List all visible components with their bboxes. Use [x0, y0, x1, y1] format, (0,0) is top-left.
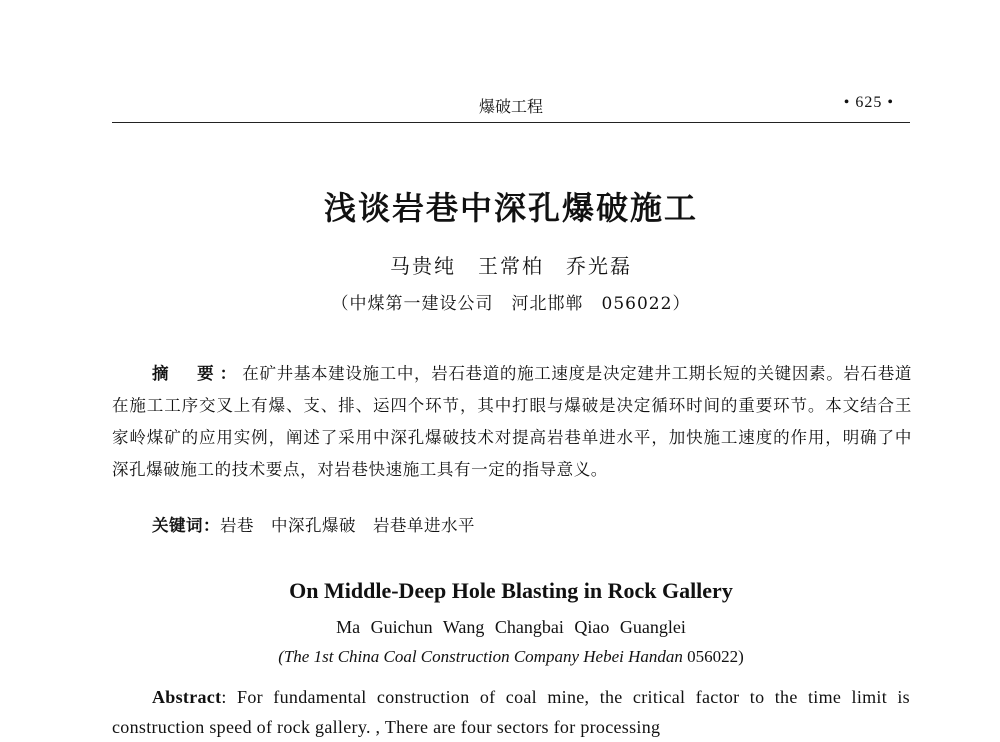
running-header	[112, 92, 910, 116]
affiliation-en	[112, 647, 910, 667]
journal-name: 爆破工程	[478, 97, 543, 116]
abstract-en-label: Abstract	[152, 687, 222, 707]
authors-cn: 马贵纯 王常柏 乔光磊	[390, 254, 632, 278]
header-rule	[112, 122, 910, 123]
affiliation-en-text: (The 1st China Coal Construction Company Hebei Handan	[278, 647, 683, 666]
affiliation-cn: （中煤第一建设公司 河北邯郸 056022）	[331, 294, 691, 314]
keywords-cn-label: 关键词：	[152, 516, 220, 535]
article-title-cn: 浅谈岩巷中深孔爆破施工	[323, 189, 698, 227]
keywords-cn	[152, 512, 912, 536]
page-number: • 625 •	[843, 94, 894, 111]
abstract-cn-label: 摘 要：	[152, 364, 243, 383]
abstract-en	[112, 682, 910, 742]
authors-en: Ma Guichun Wang Changbai Qiao Guanglei	[336, 617, 686, 637]
abstract-cn-text: 在矿井基本建设施工中，岩石巷道的施工速度是决定建井工期长短的关键因素。岩石巷道在施工工序交叉上有爆、支、排、运四个环节，其中打眼与爆破是决定循环时间的重要环节。本文结合王家岭煤矿的应用实例，阐述了采用中深孔爆破技术对提高岩巷单进水平，加快施工速度的作用，明确了中深孔爆破施工的技术要点，对岩巷快速施工具有一定的指导意义。	[112, 364, 912, 479]
keywords-cn-text: 岩巷 中深孔爆破 岩巷单进水平	[220, 516, 475, 535]
affiliation-en-postcode: 056022)	[687, 647, 744, 666]
abstract-en-text: : For fundamental construction of coal mine, the critical factor to the time limit is construction speed of rock gallery. , There are four sectors for processing	[112, 687, 910, 737]
abstract-cn	[112, 358, 912, 486]
article-title-en: On Middle-Deep Hole Blasting in Rock Gallery	[289, 578, 733, 603]
